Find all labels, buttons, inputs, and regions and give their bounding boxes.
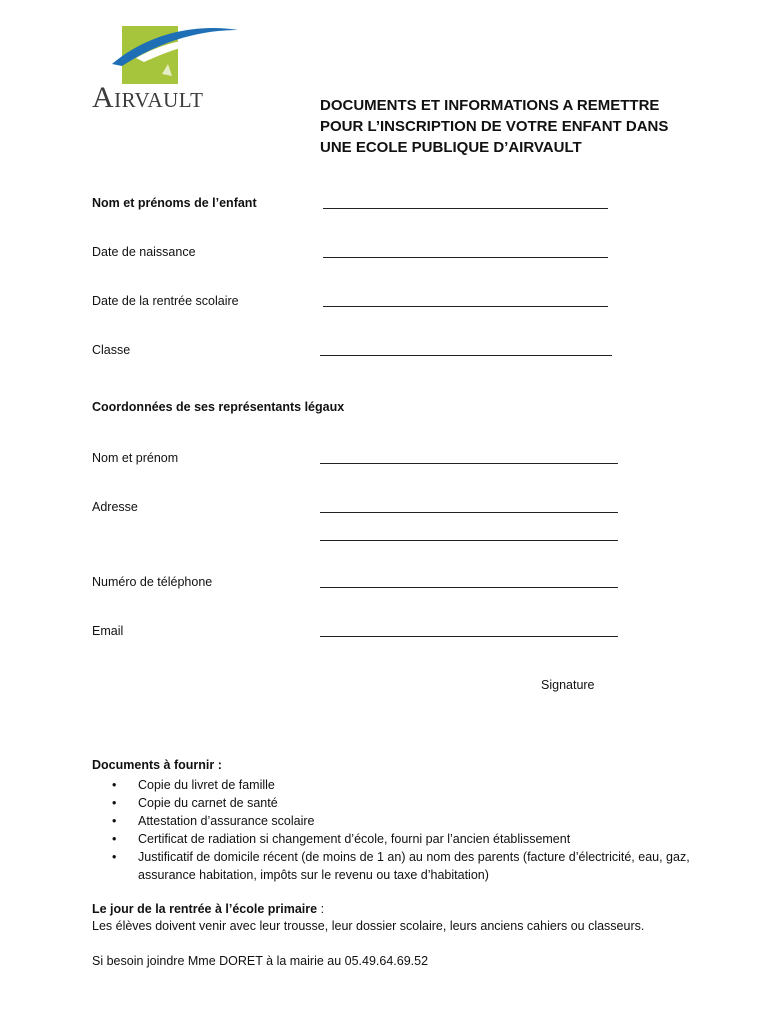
- address-field-line-1[interactable]: [320, 512, 618, 513]
- phone-label: Numéro de téléphone: [92, 575, 213, 589]
- email-label: Email: [92, 624, 124, 638]
- signature-label: Signature: [541, 678, 595, 692]
- email-field[interactable]: [320, 636, 618, 637]
- document-title-line-3: UNE ECOLE PUBLIQUE D’AIRVAULT: [320, 139, 582, 156]
- birth-date-field[interactable]: [323, 257, 608, 258]
- document-title-line-2: POUR L’INSCRIPTION DE VOTRE ENFANT DANS: [320, 118, 669, 135]
- child-name-field[interactable]: [323, 208, 608, 209]
- list-item: • Copie du carnet de santé: [112, 796, 278, 810]
- bullet-icon: •: [112, 796, 117, 810]
- list-item: • Certificat de radiation si changement d’école, fourni par l’ancien établissement: [112, 832, 571, 846]
- child-name-label: Nom et prénoms de l’enfant: [92, 196, 257, 210]
- phone-field[interactable]: [320, 587, 618, 588]
- primary-school-text: Les élèves doivent venir avec leur trousse, leur dossier scolaire, leurs anciens cahiers ou classeurs.: [92, 919, 645, 933]
- class-label: Classe: [92, 343, 131, 357]
- airvault-logo-text: AIRVAULT: [92, 81, 204, 114]
- documents-list: [112, 776, 712, 884]
- address-label: Adresse: [92, 500, 138, 514]
- bullet-icon: •: [112, 832, 117, 846]
- address-field-line-2[interactable]: [320, 540, 618, 541]
- birth-date-label: Date de naissance: [92, 245, 196, 259]
- representative-name-field[interactable]: [320, 463, 618, 464]
- class-field[interactable]: [320, 355, 612, 356]
- primary-school-title: Le jour de la rentrée à l’école primaire :: [92, 902, 325, 916]
- representative-name-label: Nom et prénom: [92, 451, 179, 465]
- bullet-icon: •: [112, 778, 117, 792]
- bullet-icon: •: [112, 850, 117, 864]
- representatives-heading: Coordonnées de ses représentants légaux: [92, 400, 345, 414]
- airvault-logo-graphic: [92, 22, 242, 92]
- school-start-date-label: Date de la rentrée scolaire: [92, 294, 239, 308]
- document-title-line-1: DOCUMENTS ET INFORMATIONS A REMETTRE: [320, 97, 660, 114]
- documents-title: Documents à fournir :: [92, 758, 222, 772]
- list-item: • Attestation d’assurance scolaire: [112, 814, 315, 828]
- list-item: • Copie du livret de famille: [112, 778, 275, 792]
- bullet-icon: •: [112, 814, 117, 828]
- school-start-date-field[interactable]: [323, 306, 608, 307]
- airvault-logo: [92, 22, 242, 114]
- document-title: [320, 95, 720, 158]
- list-item: • Justificatif de domicile récent (de moins de 1 an) au nom des parents (facture d’électricité, eau, gaz, assurance habitation, impôts sur le revenu ou taxe d’habitation): [112, 850, 690, 882]
- contact-line: Si besoin joindre Mme DORET à la mairie au 05.49.64.69.52: [92, 954, 429, 968]
